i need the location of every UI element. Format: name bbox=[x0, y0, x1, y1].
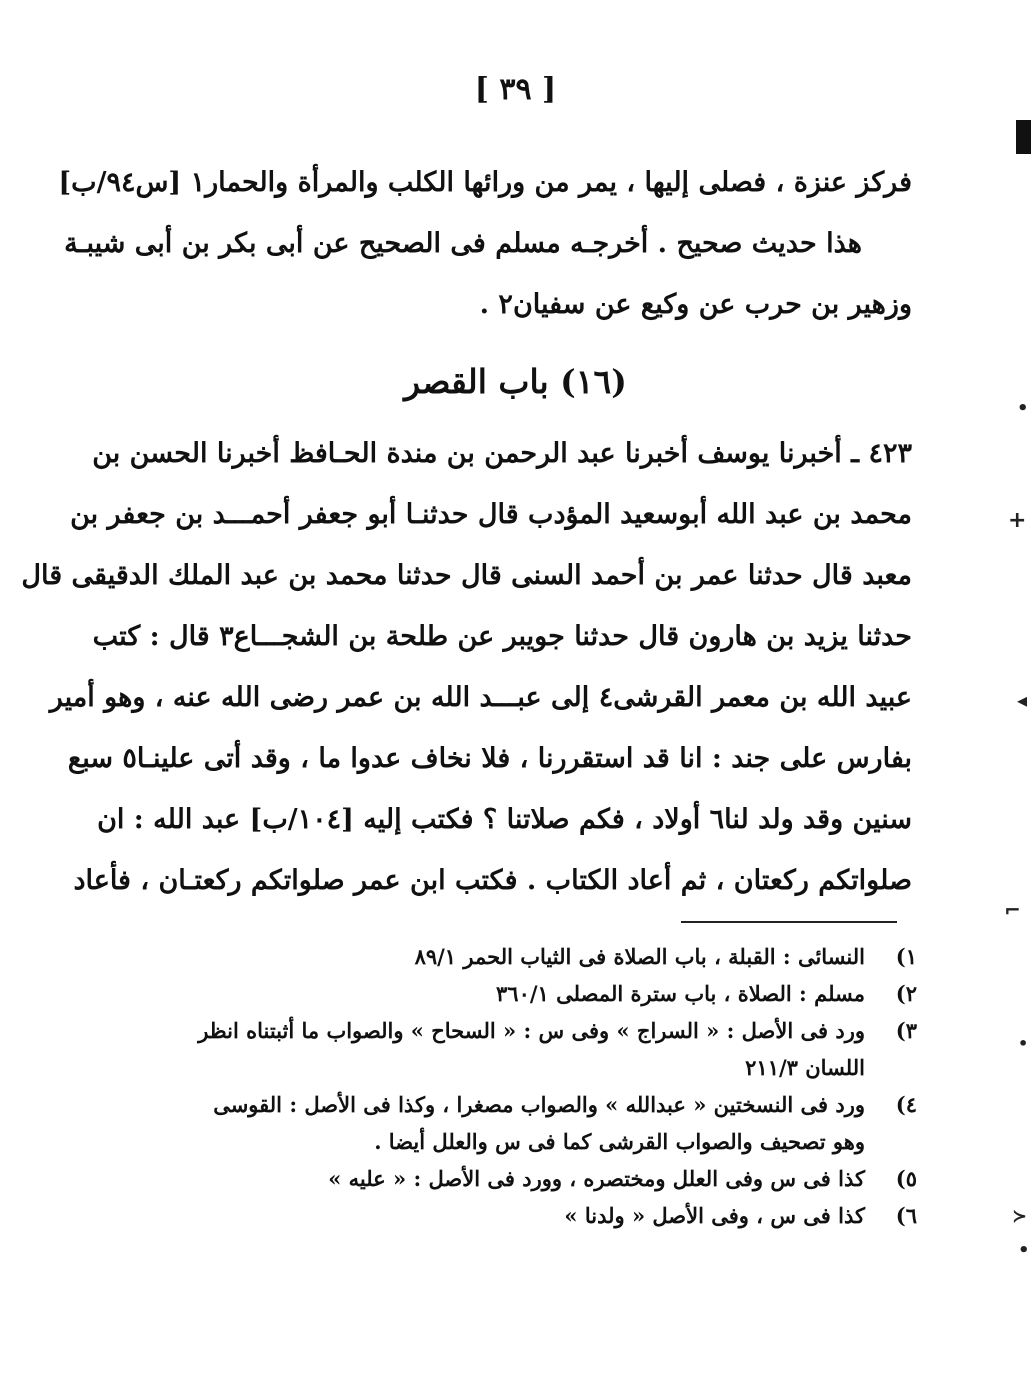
footnote-text: مسلم : الصلاة ، باب سترة المصلى ٣٦٠/١ bbox=[496, 981, 865, 1006]
scan-edge-mark: • bbox=[1018, 1240, 1030, 1261]
footnote bbox=[195, 1160, 917, 1197]
page-number: [ ٣٩ ] bbox=[474, 72, 557, 107]
intro-line: فركز عنزة ، فصلى إليها ، يمر من ورائها الكلب والمرأة والحمار١ [س٩٤/ب] bbox=[58, 167, 912, 198]
hadith-line: عبيد الله بن معمر القرشى٤ إلى عبـــد الله بن عمر رضى الله عنه ، وهو أمير bbox=[49, 682, 912, 713]
hadith-line: صلواتكم ركعتان ، ثم أعاد الكتاب . فكتب ابن عمر صلواتكم ركعتـان ، فأعاد bbox=[73, 865, 912, 896]
intro-line: هذا حديث صحيح . أخرجـه مسلم فى الصحيح عن أبى بكر بن أبى شيبـة bbox=[64, 228, 862, 259]
intro-paragraph bbox=[58, 152, 912, 335]
scan-edge-mark: ◂ bbox=[1017, 688, 1028, 712]
scan-edge-mark bbox=[1016, 120, 1031, 154]
hadith-line: سنين وقد ولد لنا٦ أولاد ، فكم صلاتنا ؟ فكتب إليه [١٠٤/ب] عبد الله : ان bbox=[97, 804, 912, 835]
intro-line: وزهير بن حرب عن وكيع عن سفيان٢ . bbox=[479, 289, 912, 320]
scan-edge-mark: ≻ bbox=[1012, 1206, 1028, 1227]
footnote-number: ٢) bbox=[895, 981, 917, 1006]
footnote-text: ورد فى الأصل : « السراج » وفى س : « السحاح » والصواب ما أثبتناه انظر اللسان ٢١١/٣ bbox=[198, 1018, 865, 1080]
footnote-text: النسائى : القبلة ، باب الصلاة فى الثياب الحمر ٨٩/١ bbox=[414, 944, 865, 969]
hadith-paragraph bbox=[21, 423, 912, 911]
chapter-heading: (١٦) باب القصر bbox=[404, 362, 627, 401]
footnote-number: ١) bbox=[895, 944, 917, 969]
hadith-line: ٤٢٣ ـ أخبرنا يوسف أخبرنا عبد الرحمن بن مندة الحـافظ أخبرنا الحسن بن bbox=[92, 438, 912, 469]
footnote bbox=[195, 938, 917, 975]
footnote-separator bbox=[681, 921, 897, 923]
footnote-text: كذا فى س ، وفى الأصل « ولدنا » bbox=[564, 1203, 865, 1228]
hadith-line: بفارس على جند : انا قد استقررنا ، فلا نخاف عدوا ما ، وقد أتى علينـا٥ سبع bbox=[67, 743, 912, 774]
hadith-line: معبد قال حدثنا عمر بن أحمد السنى قال حدثنا محمد بن عبد الملك الدقيقى قال bbox=[21, 560, 912, 591]
footnote-number: ٥) bbox=[895, 1166, 917, 1191]
hadith-line: حدثنا يزيد بن هارون قال حدثنا جويبر عن طلحة بن الشجـــاع٣ قال : كتب bbox=[92, 621, 912, 652]
footnote bbox=[195, 1086, 917, 1160]
footnote-number: ٦) bbox=[895, 1203, 917, 1228]
scan-edge-mark: • bbox=[1017, 398, 1029, 419]
footnote bbox=[195, 1197, 917, 1234]
scan-edge-mark: • bbox=[1018, 1034, 1029, 1053]
footnotes bbox=[195, 938, 917, 1234]
footnote-text: ورد فى النسختين « عبدالله » والصواب مصغرا ، وكذا فى الأصل : القوسى وهو تصحيف والصواب القرشى كما فى س والعلل أيضا . bbox=[213, 1092, 865, 1154]
footnote-text: كذا فى س وفى العلل ومختصره ، وورد فى الأصل : « عليه » bbox=[328, 1166, 865, 1191]
footnote-number: ٣) bbox=[895, 1018, 917, 1043]
hadith-line: محمد بن عبد الله أبوسعيد المؤدب قال حدثنـا أبو جعفر أحمـــد بن جعفر بن bbox=[70, 499, 912, 530]
footnote-number: ٤) bbox=[895, 1092, 917, 1117]
footnote bbox=[195, 1012, 917, 1086]
scan-edge-mark: + bbox=[1008, 508, 1027, 533]
scan-edge-mark: ⌐ bbox=[1004, 898, 1021, 922]
footnote bbox=[195, 975, 917, 1012]
